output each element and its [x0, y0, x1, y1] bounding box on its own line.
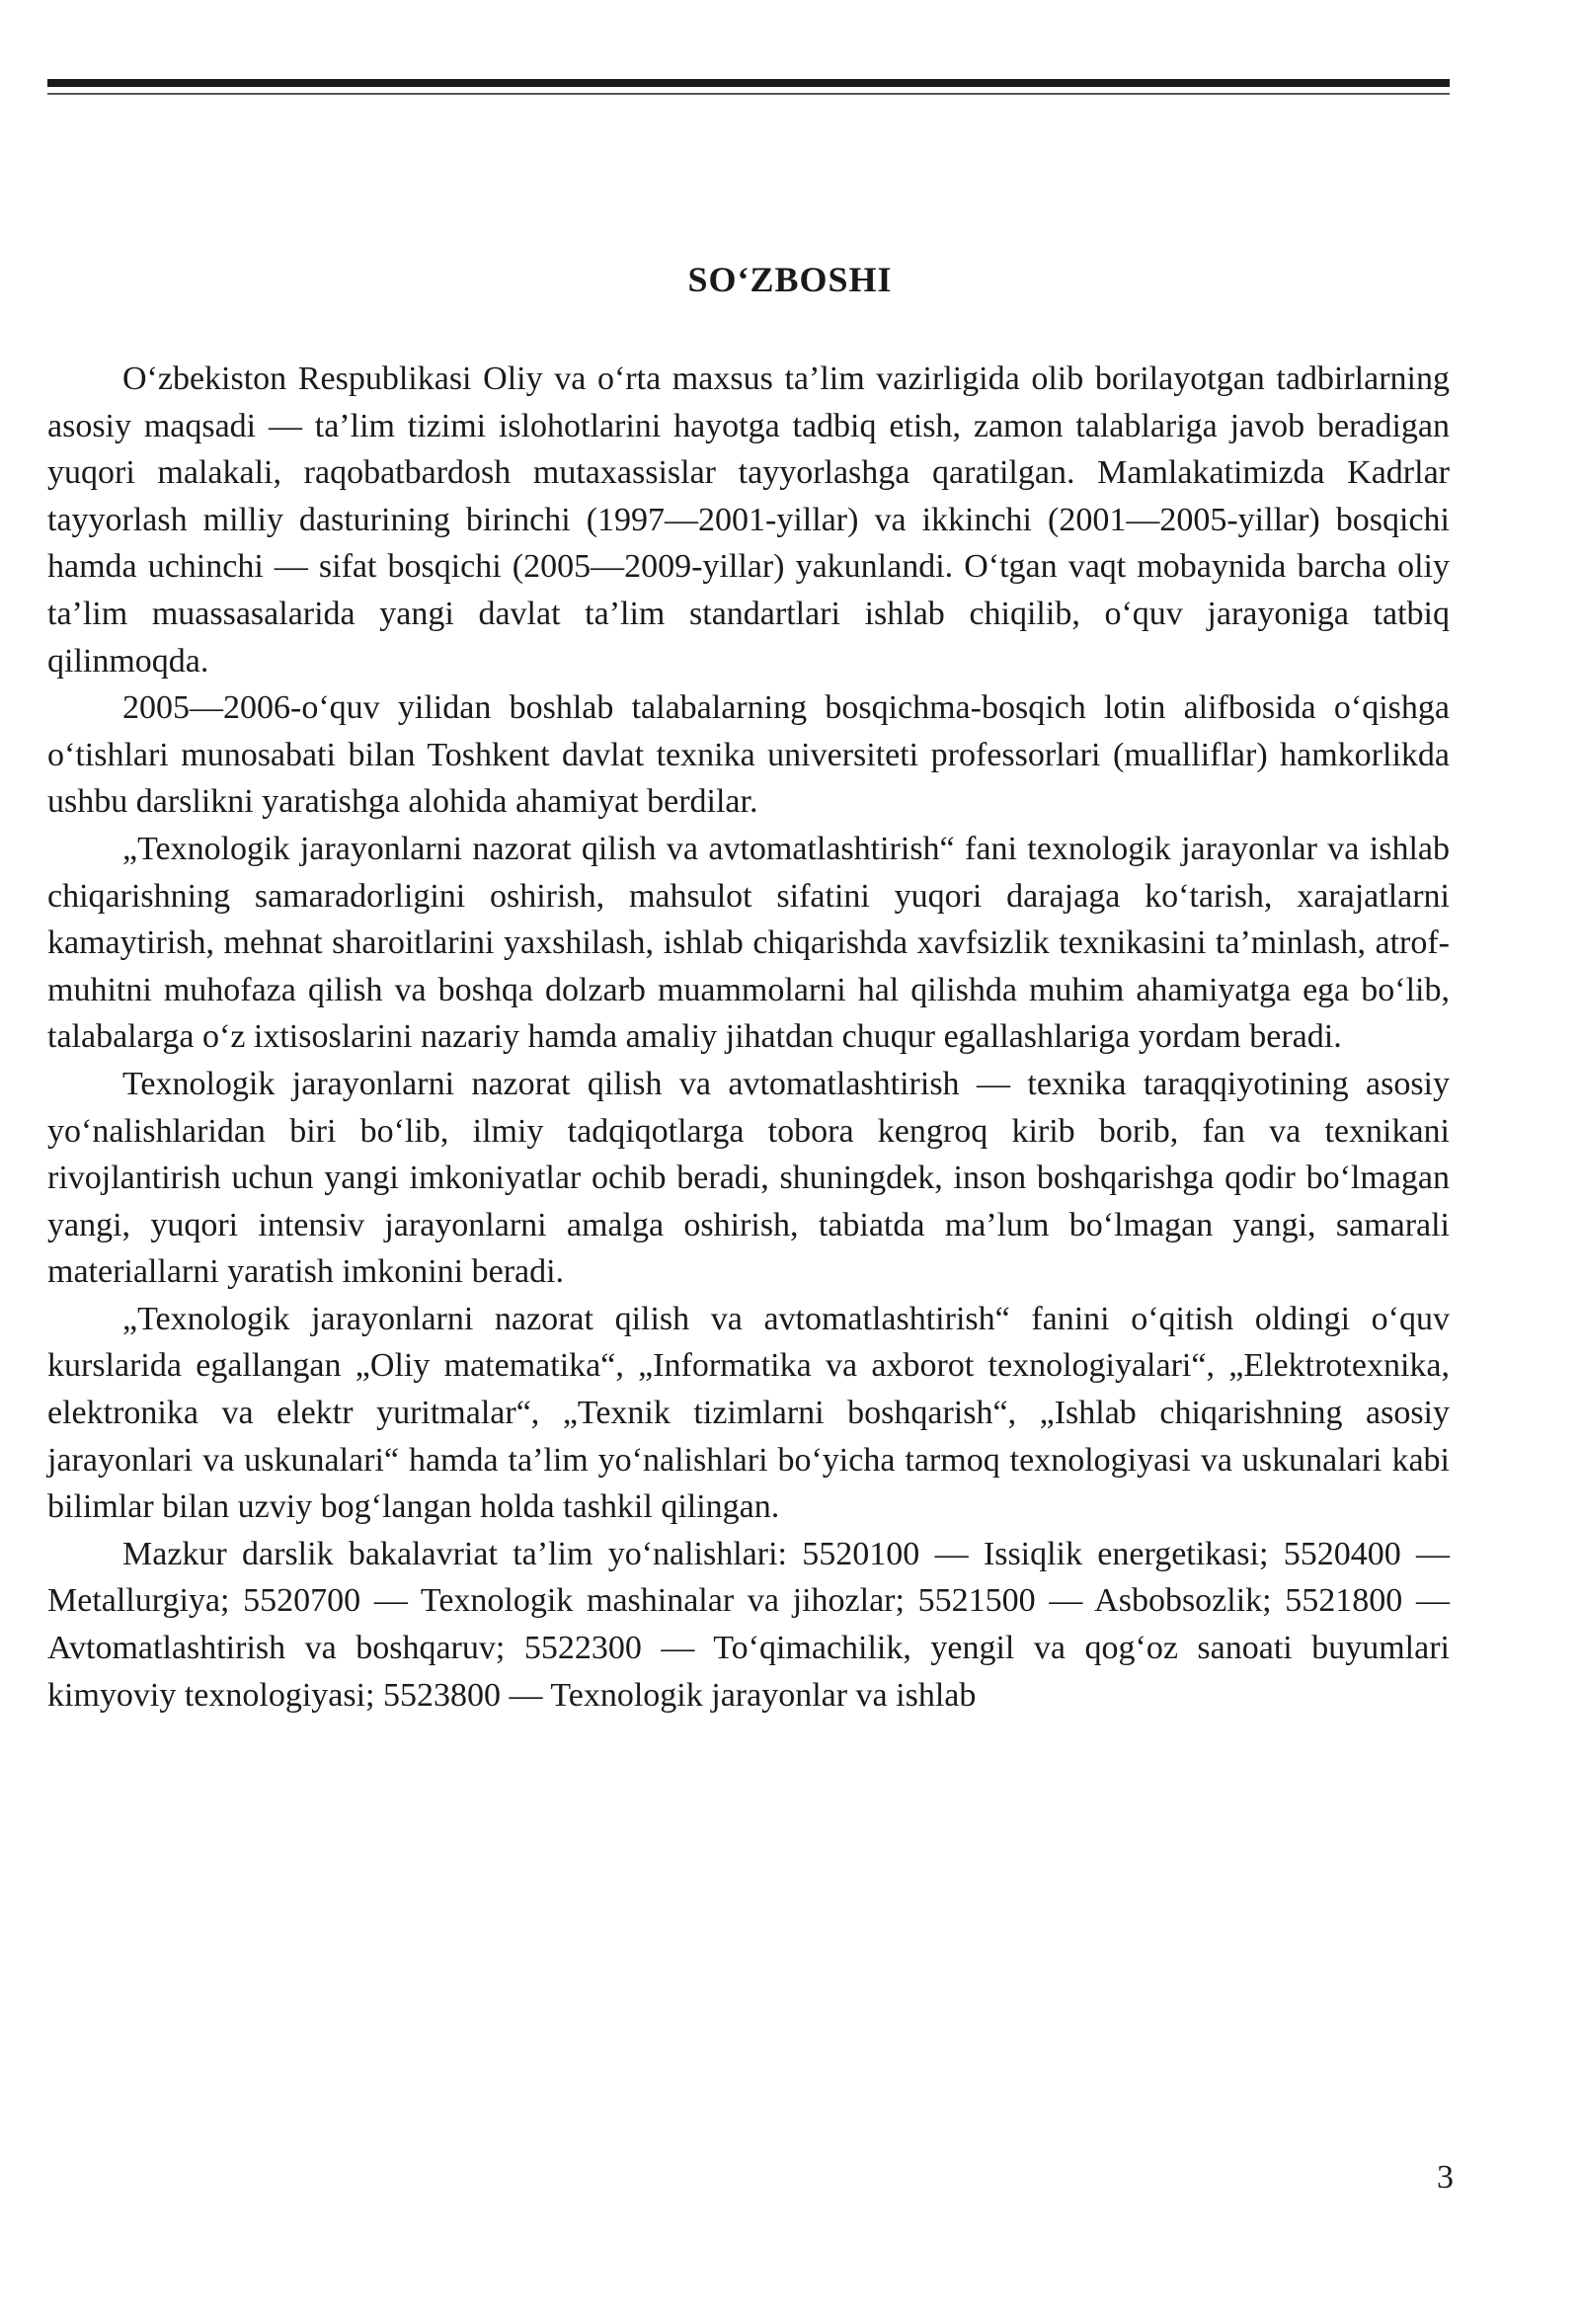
paragraph-2: 2005—2006-o‘quv yilidan boshlab talabalarning bosqichma-bosqich lotin alifbosida o‘qishga o‘tishlari munosabati bilan Toshkent davlat texnika universiteti professorlari (mualliflar) hamkorlikda ushbu darslikni yaratishga alohida ahamiyat berdilar. — [47, 689, 1450, 821]
paragraph-5: „Texnologik jarayonlarni nazorat qilish va avtomatlashtirish“ fanini o‘qitish oldingi o‘quv kurslarida egallangan „Oliy matematika“, „Informatika va axborot texnologiyalari“, „Elektrotexnika, elektronika va elektr yuritmalar“, „Texnik tizimlarni boshqarish“, „Ishlab chiqarishning asosiy jarayonlari va uskunalari“ hamda ta’lim yo‘nalishlari bo‘yicha tarmoq texnologiyasi va uskunalari kabi bilimlar bilan uzviy bog‘langan holda tashkil qilingan. — [47, 1300, 1450, 1526]
paragraph-4: Texnologik jarayonlarni nazorat qilish va avtomatlashtirish — texnika taraqqiyotining asosiy yo‘nalishlaridan biri bo‘lib, ilmiy tadqiqotlarga tobora kengroq kirib borib, fan va texnikani rivojlantirish uchun yangi imkoniyatlar ochib beradi, shuningdek, inson boshqarishga qodir bo‘lmagan yangi, yuqori intensiv jarayonlarni amalga oshirish, tabiatda ma’lum bo‘lmagan yangi, samarali materiallarni yaratish imkonini beradi. — [47, 1065, 1450, 1291]
body-text — [47, 356, 1450, 1719]
paragraph-6: Mazkur darslik bakalavriat ta’lim yo‘nalishlari: 5520100 — Issiqlik energetikasi; 5520400 — Metallurgiya; 5520700 — Texnologik mashinalar va jihozlar; 5521500 — Asbobsozlik; 5521800 — Avtomatlashtirish va boshqaruv; 5522300 — To‘qimachilik, yengil va qog‘oz sanoati buyumlari kimyoviy texnologiyasi; 5523800 — Texnologik jarayonlar va ishlab — [47, 1535, 1450, 1714]
header-rule-thin — [47, 93, 1450, 95]
paragraph-3: „Texnologik jarayonlarni nazorat qilish va avtomatlashtirish“ fani texnologik jarayonlar va ishlab chiqarishning samaradorligini oshirish, mahsulot sifatini yuqori darajaga ko‘tarish, xarajatlarni kamaytirish, mehnat sharoitlarini yaxshilash, ishlab chiqarishda xavfsizlik texnikasini ta’minlash, atrof-muhitni muhofaza qilish va boshqa dolzarb muammolarni hal qilishda muhim ahamiyatga ega bo‘lib, talabalarga o‘z ixtisoslarini nazariy hamda amaliy jihatdan chuqur egallashlariga yordam beradi. — [47, 830, 1450, 1056]
page-number: 3 — [1437, 2159, 1454, 2196]
header-rule — [47, 79, 1450, 87]
page-title: SO‘ZBOSHI — [687, 260, 893, 299]
paragraph-1: O‘zbekiston Respublikasi Oliy va o‘rta maxsus ta’lim vazirligida olib borilayotgan tadbirlarning asosiy maqsadi — ta’lim tizimi islohotlarini hayotga tadbiq etish, zamon talablariga javob beradigan yuqori malakali, raqobatbardosh mutaxassislar tayyorlashga qaratilgan. Mamlakatimizda Kadrlar tayyorlash milliy dasturining birinchi (1997—2001-yillar) va ikkinchi (2001—2005-yillar) bosqichi hamda uchinchi — sifat bosqichi (2005—2009-yillar) yakunlandi. O‘tgan vaqt mobaynida barcha oliy ta’lim muassasalarida yangi davlat ta’lim standartlari ishlab chiqilib, o‘quv jarayoniga tatbiq qilinmoqda. — [47, 361, 1450, 680]
